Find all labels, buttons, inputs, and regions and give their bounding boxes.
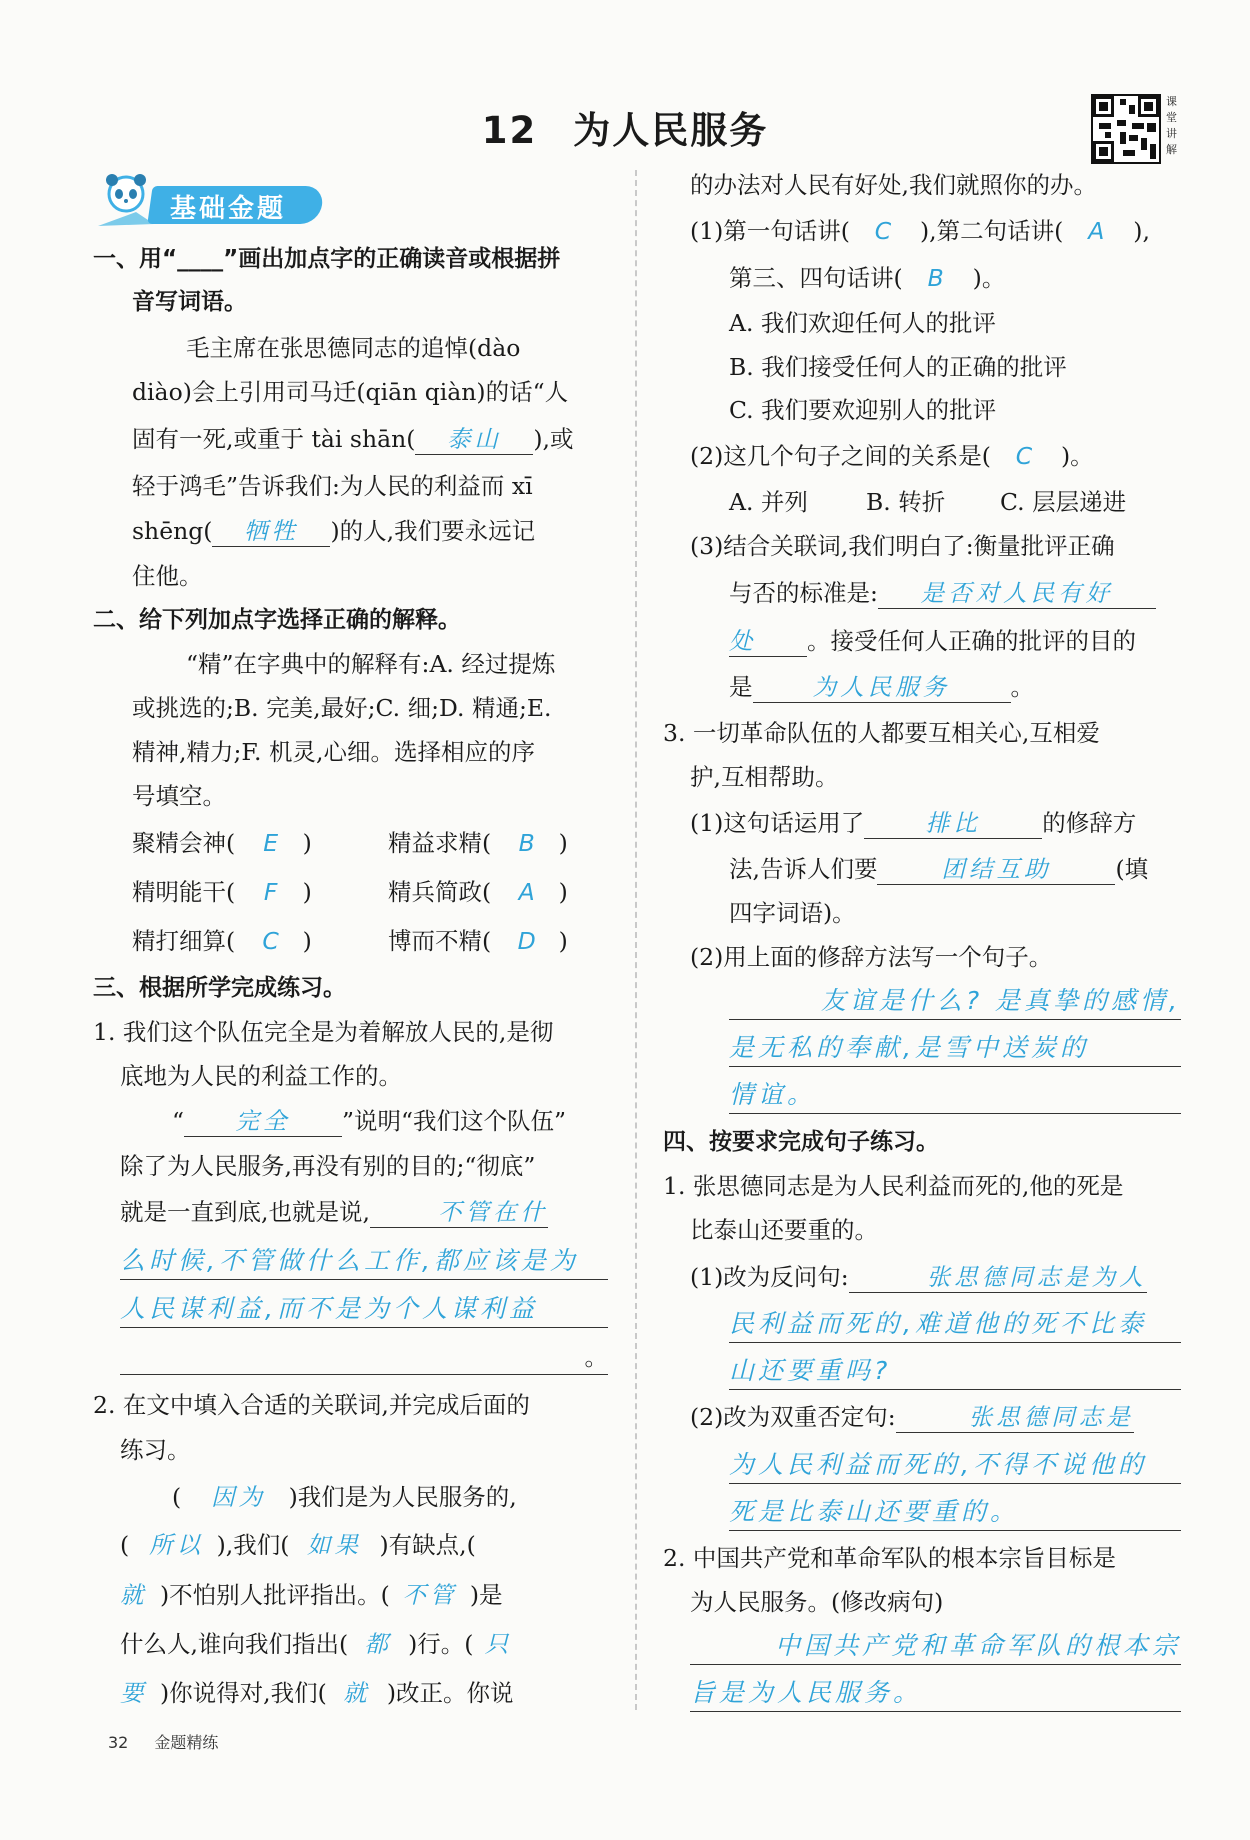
q3-2-text: 要 )你说得对,我们( 就 )改正。你说 <box>120 1679 514 1707</box>
answer-line[interactable]: 旨是为人民服务。 <box>690 1675 1181 1712</box>
q2-item: 博而不精( D ) <box>388 927 568 955</box>
r-option: B. 转折 <box>866 488 946 516</box>
q3-2-text: 练习。 <box>120 1436 191 1464</box>
q2-item: 精益求精( B ) <box>388 829 568 857</box>
r-option: C. 我们要欢迎别人的批评 <box>729 396 997 424</box>
r-q3-3: 四字词语)。 <box>729 899 856 927</box>
r-text: 的办法对人民有好处,我们就照你的办。 <box>690 171 1097 199</box>
r-q3-3: 护,互相帮助。 <box>690 763 839 791</box>
q1-text: 毛主席在张思德同志的追悼(dào <box>186 334 521 362</box>
qr-label: 课堂讲解 <box>1166 95 1177 156</box>
q4-text: 1. 张思德同志是为人民利益而死的,他的死是 <box>663 1172 1124 1200</box>
r-q3-3: (1)这句话运用了 排比 的修辞方 <box>690 809 1137 837</box>
q2-item: 聚精会神( E ) <box>132 829 312 857</box>
q1-text: 住他。 <box>132 562 203 590</box>
answer-line[interactable]: 山还要重吗? <box>729 1353 1181 1390</box>
q4-text: 比泰山还要重的。 <box>690 1216 878 1244</box>
answer-line[interactable]: 情谊。 <box>729 1077 1181 1114</box>
answer-line[interactable]: 民利益而死的,难道他的死不比泰 <box>729 1306 1181 1343</box>
q2-text: 精神,精力;F. 机灵,心细。选择相应的序 <box>132 738 535 766</box>
answer-line[interactable]: 死是比泰山还要重的。 <box>729 1494 1181 1531</box>
r-s2: (2)这几个句子之间的关系是( C )。 <box>690 442 1094 470</box>
q1-text: diào)会上引用司马迁(qiān qiàn)的话“人 <box>132 378 569 406</box>
answer-line[interactable]: 中国共产党和革命军队的根本宗 <box>690 1628 1181 1665</box>
q2-text: 或挑选的;B. 完美,最好;C. 细;D. 精通;E. <box>132 694 552 722</box>
answer-line[interactable]: 友谊是什么? 是真挚的感情, <box>729 983 1181 1020</box>
q3-1-text: 就是一直到底,也就是说, 不管在什 <box>120 1198 548 1226</box>
r-q3-3: 法,告诉人们要 团结互助 (填 <box>729 855 1149 883</box>
lesson-title: 为人民服务 <box>573 109 769 152</box>
q2-item: 精明能干( F ) <box>132 878 312 906</box>
q4-text: (1)改为反问句: 张思德同志是为人 <box>690 1263 1147 1291</box>
q1-text: shēng( 牺牲 )的人,我们要永远记 <box>132 517 536 545</box>
page-number: 32 <box>108 1733 129 1752</box>
answer-xisheng[interactable]: 牺牲 <box>212 516 330 547</box>
page-title <box>0 100 1250 154</box>
q1-heading: 一、用“____”画出加点字的正确读音或根据拼 <box>93 246 561 272</box>
r-s1: (1)第一句话讲( C ),第二句话讲( A ), <box>690 217 1150 245</box>
r-q3-3: (2)用上面的修辞方法写一个句子。 <box>690 943 1053 971</box>
q3-2-text: 什么人,谁向我们指出( 都 )行。( 只 <box>120 1630 513 1658</box>
q3-2-text: 就 )不怕别人批评指出。( 不管 )是 <box>120 1581 503 1609</box>
section-banner-text: 基础金题 <box>170 194 287 224</box>
q1-text: 轻于鸿毛”告诉我们:为人民的利益而 xī <box>132 472 533 500</box>
q4-text: (2)改为双重否定句: 张思德同志是 <box>690 1403 1134 1431</box>
q3-2-text: 2. 在文中填入合适的关联词,并完成后面的 <box>93 1391 530 1419</box>
q3-1-text: “ 完全 ”说明“我们这个队伍” <box>172 1107 567 1135</box>
r-s3: 是 为人民服务 。 <box>729 673 1034 701</box>
q2-item: 精兵简政( A ) <box>388 878 568 906</box>
q1-heading-cont: 音写词语。 <box>132 289 247 315</box>
q3-2-text: ( 所以 ),我们( 如果 )有缺点,( <box>120 1531 476 1559</box>
r-option: A. 我们欢迎任何人的批评 <box>729 309 996 337</box>
book-name: 金题精练 <box>154 1733 219 1752</box>
page-footer <box>108 1730 218 1753</box>
r-option: C. 层层递进 <box>1000 488 1127 516</box>
panda-mascot-icon <box>96 168 156 232</box>
q2-text: “精”在字典中的解释有:A. 经过提炼 <box>186 650 556 678</box>
q4-2-text: 为人民服务。(修改病句) <box>690 1588 944 1616</box>
q3-1-text: 底地为人民的利益工作的。 <box>120 1062 402 1090</box>
r-option: B. 我们接受任何人的正确的批评 <box>729 353 1067 381</box>
q2-heading: 二、给下列加点字选择正确的解释。 <box>93 607 461 633</box>
r-s1: 第三、四句话讲( B )。 <box>729 264 1006 292</box>
r-s3: 与否的标准是: 是否对人民有好 <box>729 576 1156 610</box>
answer-taishan[interactable]: 泰山 <box>415 424 533 455</box>
q1-text: 固有一死,或重于 tài shān( 泰山 ),或 <box>132 425 574 453</box>
q3-heading: 三、根据所学完成练习。 <box>93 975 346 1001</box>
q3-2-text: ( 因为 )我们是为人民服务的, <box>172 1483 517 1511</box>
q4-heading: 四、按要求完成句子练习。 <box>663 1129 939 1155</box>
lesson-number: 12 <box>481 109 538 152</box>
r-s3: 处 。接受任何人正确的批评的目的 <box>729 627 1136 655</box>
r-option: A. 并列 <box>729 488 808 516</box>
q3-1-text: 1. 我们这个队伍完全是为着解放人民的,是彻 <box>93 1018 554 1046</box>
column-divider <box>635 170 637 1710</box>
answer-line[interactable]: 是无私的奉献,是雪中送炭的 <box>729 1030 1181 1067</box>
answer-line[interactable]: 人民谋利益,而不是为个人谋利益 <box>120 1291 608 1328</box>
section-banner <box>92 168 332 238</box>
qr-code-icon[interactable] <box>1091 94 1161 164</box>
answer-line-end: 。 <box>120 1340 608 1375</box>
r-s3: (3)结合关联词,我们明白了:衡量批评正确 <box>690 532 1115 560</box>
q3-1-text: 除了为人民服务,再没有别的目的;“彻底” <box>120 1152 536 1180</box>
answer-line[interactable]: 么时候,不管做什么工作,都应该是为 <box>120 1243 608 1280</box>
answer-wanquan[interactable]: 完全 <box>184 1106 342 1137</box>
answer-line[interactable]: 为人民利益而死的,不得不说他的 <box>729 1447 1181 1484</box>
q4-2-text: 2. 中国共产党和革命军队的根本宗旨目标是 <box>663 1544 1116 1572</box>
q2-item: 精打细算( C ) <box>132 927 312 955</box>
r-q3-3: 3. 一切革命队伍的人都要互相关心,互相爱 <box>663 719 1100 747</box>
q2-text: 号填空。 <box>132 782 226 810</box>
